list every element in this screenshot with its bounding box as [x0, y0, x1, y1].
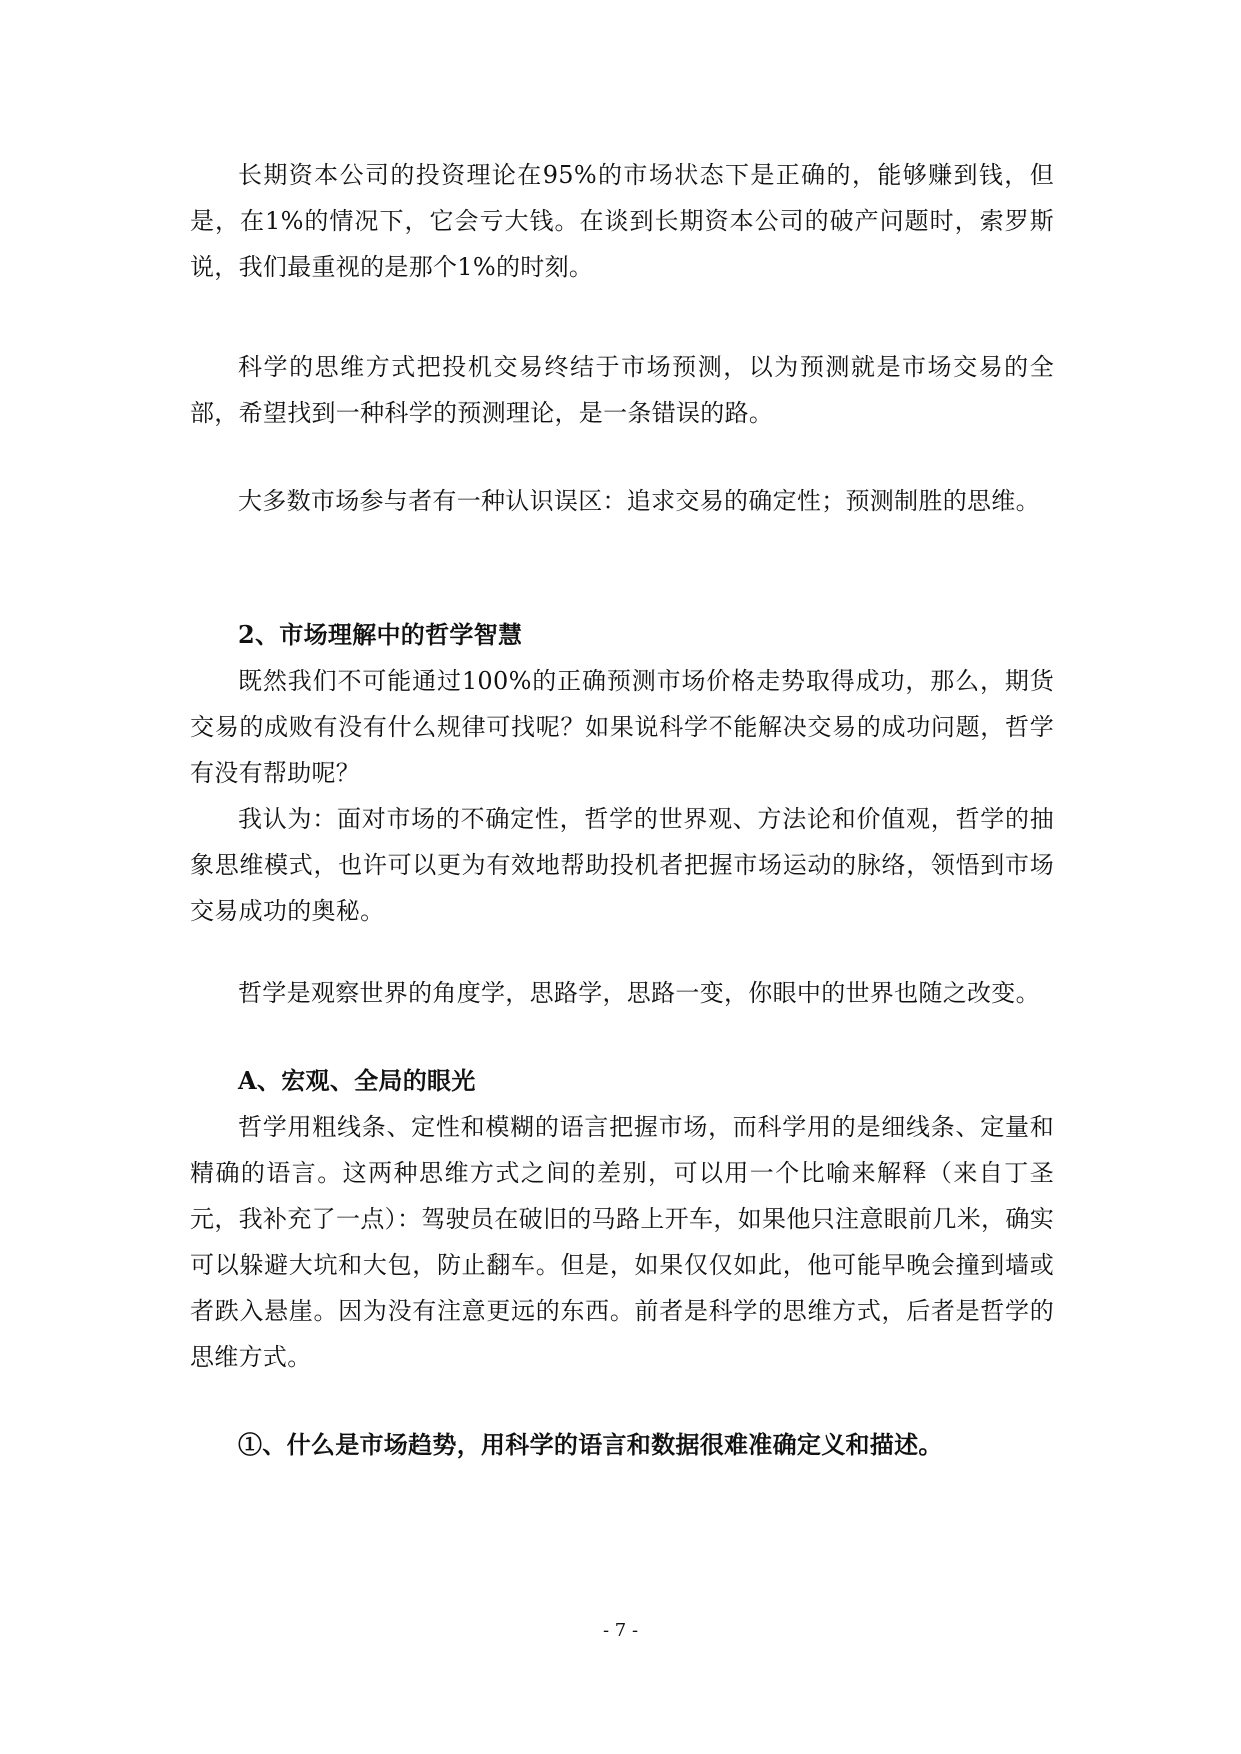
spacer [190, 436, 1054, 478]
spacer [190, 1380, 1054, 1422]
spacer [190, 1016, 1054, 1058]
paragraph-question: 既然我们不可能通过100%的正确预测市场价格走势取得成功，那么，期货交易的成败有没有什么规律可找呢？如果说科学不能解决交易的成功问题，哲学有没有帮助呢？ [190, 667, 1054, 787]
paragraph-misconception: 大多数市场参与者有一种认识误区：追求交易的确定性；预测制胜的思维。 [238, 487, 1040, 515]
spacer [190, 290, 1054, 344]
paragraph-opinion: 我认为：面对市场的不确定性，哲学的世界观、方法论和价值观，哲学的抽象思维模式，也许可以更为有效地帮助投机者把握市场运动的脉络，领悟到市场交易成功的奥秘。 [190, 805, 1054, 925]
page-content [190, 152, 1054, 1468]
paragraph-philosophy-angle: 哲学是观察世界的角度学，思路学，思路一变，你眼中的世界也随之改变。 [238, 979, 1040, 1007]
spacer [190, 934, 1054, 970]
spacer [190, 524, 1054, 612]
section-heading-philosophy: 2、市场理解中的哲学智慧 [238, 620, 523, 649]
subsection-heading-macro: A、宏观、全局的眼光 [238, 1066, 476, 1095]
page-number: - 7 - [602, 1620, 639, 1641]
paragraph-scientific-thinking: 科学的思维方式把投机交易终结于市场预测，以为预测就是市场交易的全部，希望找到一种科学的预测理论，是一条错误的路。 [190, 353, 1054, 427]
paragraph-ltcm: 长期资本公司的投资理论在95%的市场状态下是正确的，能够赚到钱，但是，在1%的情况下，它会亏大钱。在谈到长期资本公司的破产问题时，索罗斯说，我们最重视的是那个1%的时刻。 [190, 161, 1054, 281]
paragraph-driver-metaphor: 哲学用粗线条、定性和模糊的语言把握市场，而科学用的是细线条、定量和精确的语言。这两种思维方式之间的差别，可以用一个比喻来解释（来自丁圣元，我补充了一点）：驾驶员在破旧的马路上开车，如果他只注意眼前几米，确实可以躲避大坑和大包，防止翻车。但是，如果仅仅如此，他可能早晚会撞到墙或者跌入悬崖。因为没有注意更远的东西。前者是科学的思维方式，后者是哲学的思维方式。 [190, 1113, 1054, 1371]
subsection-heading-trend: ①、什么是市场趋势，用科学的语言和数据很难准确定义和描述。 [238, 1430, 943, 1459]
